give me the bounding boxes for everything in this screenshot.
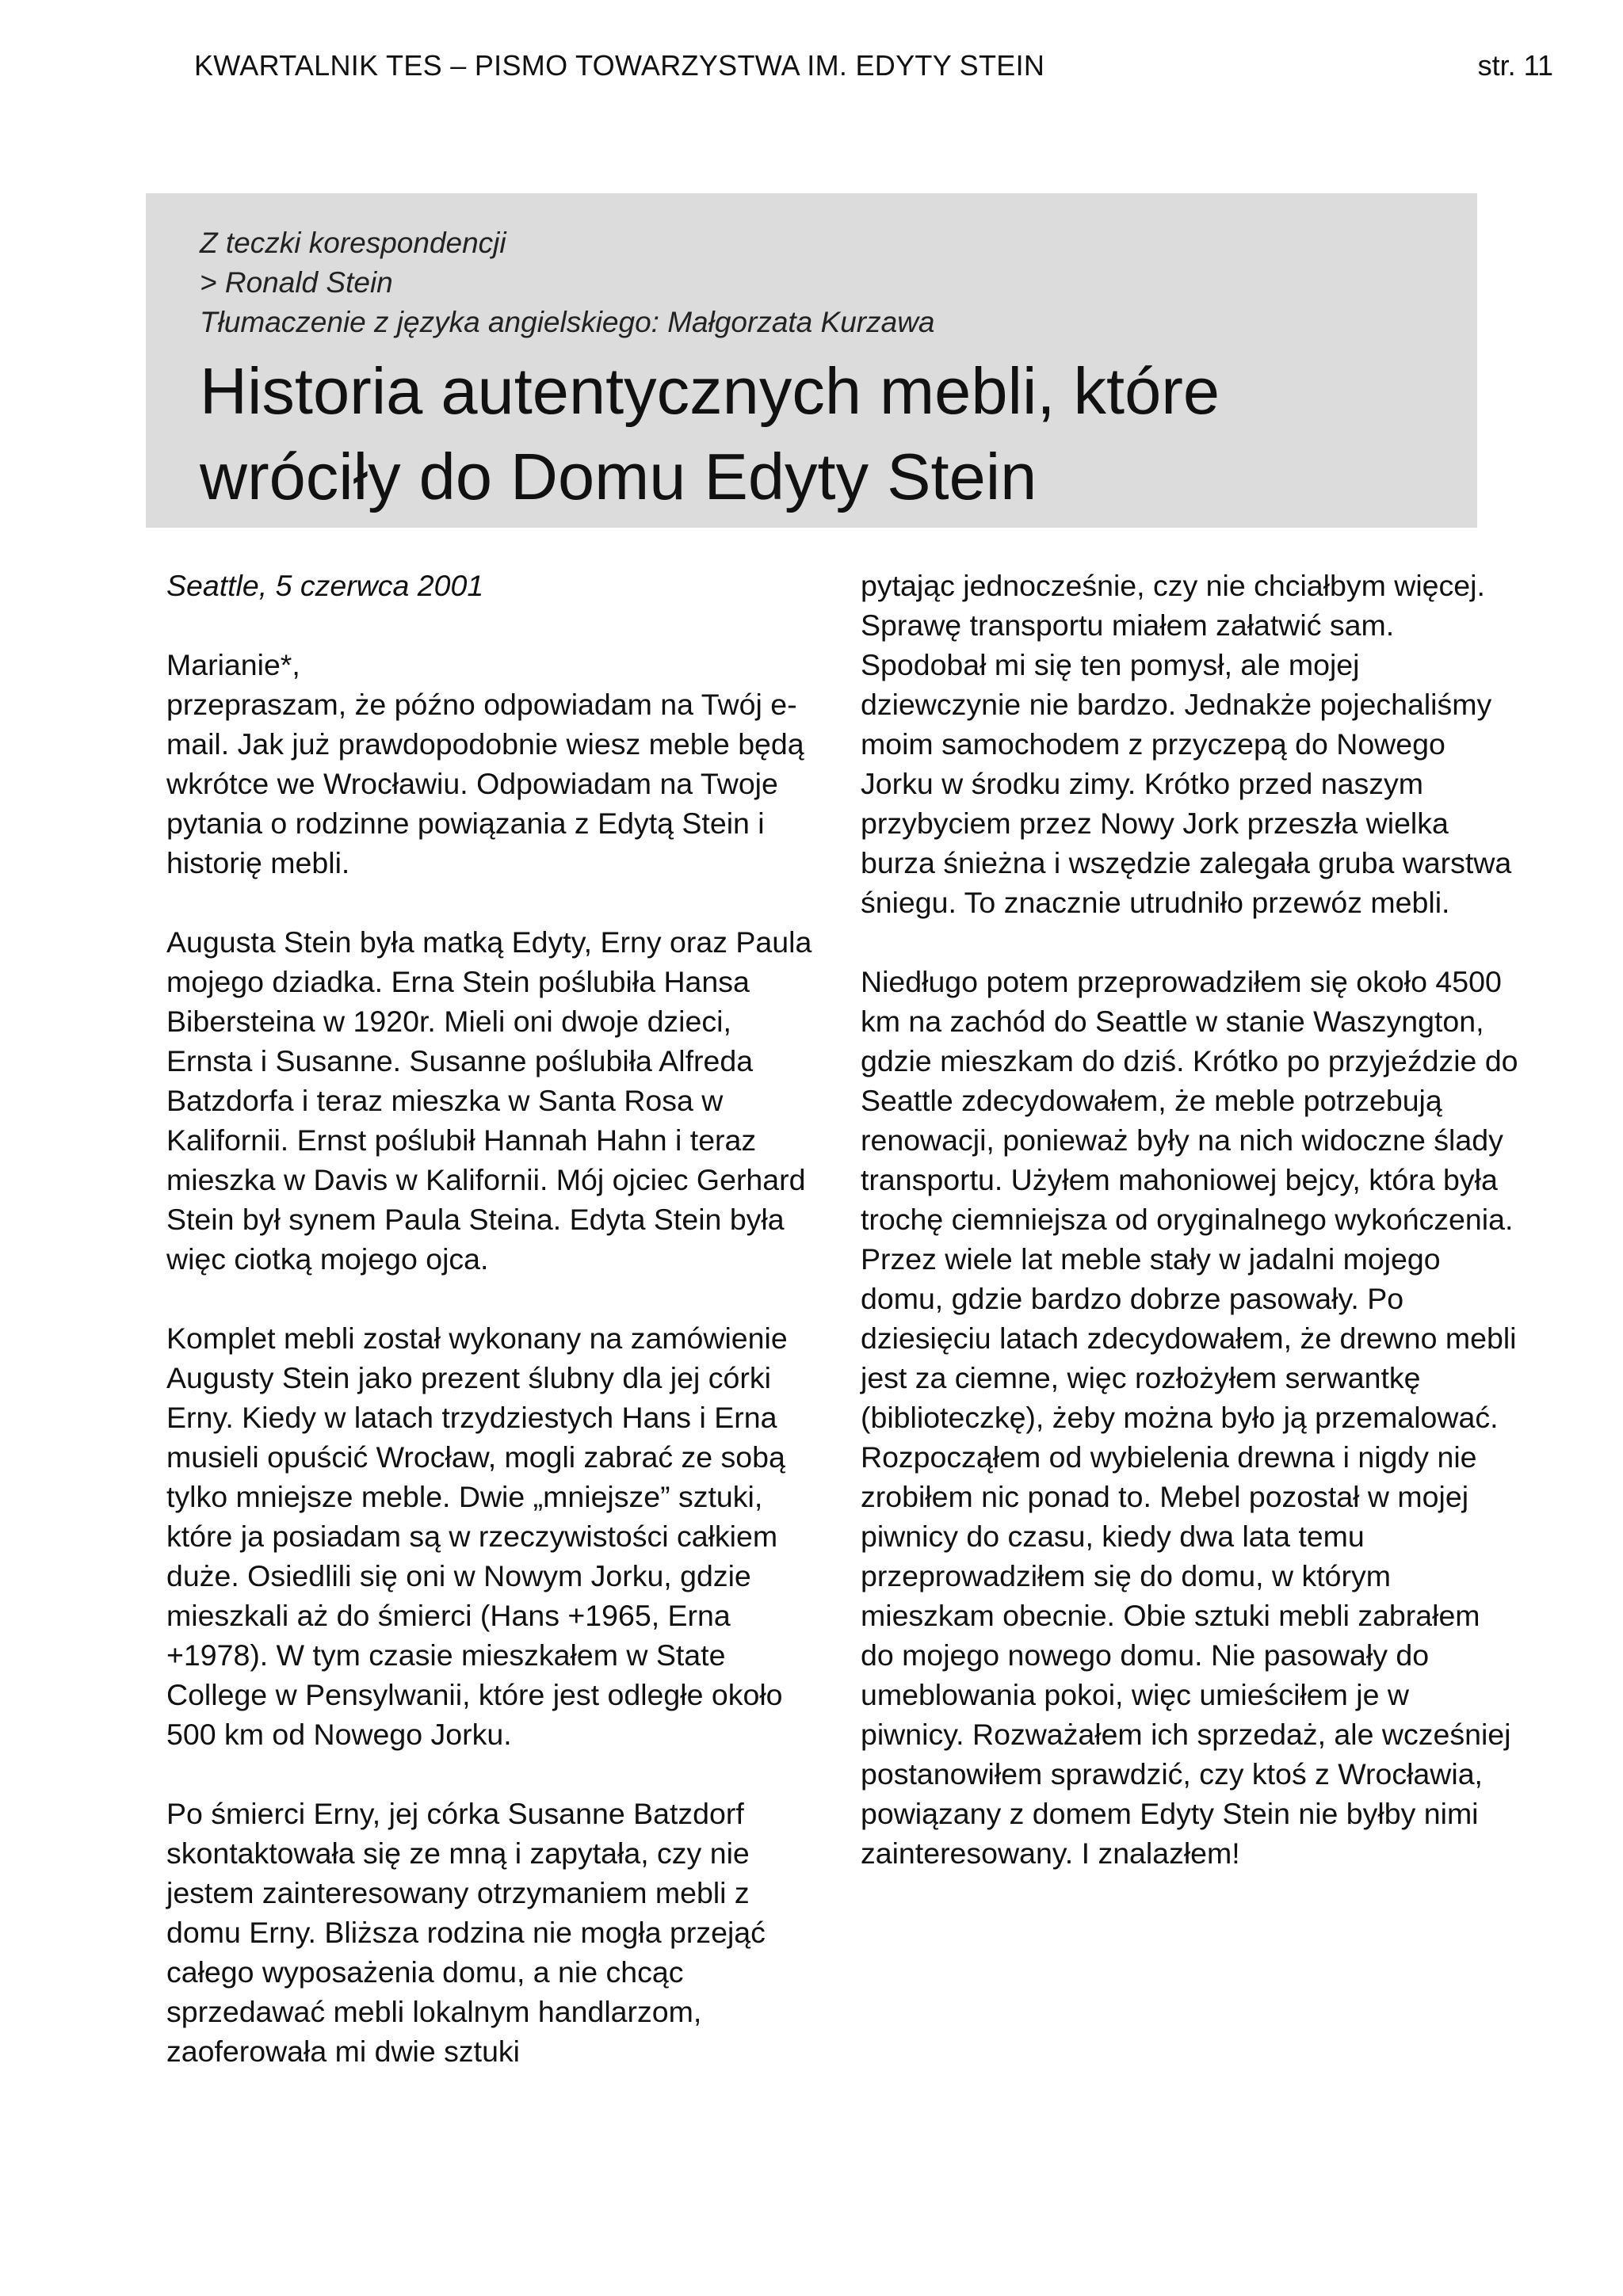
- article-title: [200, 349, 1477, 520]
- running-head-title: KWARTALNIK TES – PISMO TOWARZYSTWA IM. EDYTY STEIN: [194, 49, 1045, 82]
- letter-place-date: Seattle, 5 czerwca 2001: [166, 569, 484, 602]
- text-column-right: [861, 566, 1518, 1873]
- paragraph: Augusta Stein była matką Edyty, Erny oraz Paula mojego dziadka. Erna Stein poślubiła Hansa Bibersteina w 1920r. Mieli oni dwoje dzieci, Ernsta i Susanne. Susanne poślubiła Alfreda Batzdorfa i teraz mieszka w Santa Rosa w Kalifornii. Ernst poślubił Hannah Hahn i teraz mieszka w Davis w Kalifornii. Mój ojciec Gerhard Stein był synem Paula Steina. Edyta Stein była więc ciotką mojego ojca.: [166, 925, 812, 1276]
- translation-credit: Tłumaczenie z języka angielskiego: Małgorzata Kurzawa: [200, 306, 935, 338]
- paragraph: Po śmierci Erny, jej córka Susanne Batzdorf skontaktowała się ze mną i zapytała, czy nie jestem zainteresowany otrzymaniem mebli z domu Erny. Bliższa rodzina nie mogła przejąć całego wyposażenia domu, a nie chcąc sprzedawać mebli lokalnym handlarzom, zaoferowała mi dwie sztuki: [166, 1797, 766, 2068]
- article-title-line-2: wróciły do Domu Edyty Stein: [200, 440, 1037, 513]
- page-number: str. 11: [1477, 49, 1553, 82]
- letter-salutation: Marianie*,: [166, 648, 300, 681]
- paragraph: przepraszam, że późno odpowiadam na Twój e-mail. Jak już prawdopodobnie wiesz meble będą wkrótce we Wrocławiu. Odpowiadam na Twoje pytania o rodzinne powiązania z Edytą Stein i historię mebli.: [166, 688, 804, 879]
- paragraph: Komplet mebli został wykonany na zamówienie Augusty Stein jako prezent ślubny dla jej córki Erny. Kiedy w latach trzydziestych Hans i Erna musieli opuścić Wrocław, mogli zabrać ze sobą tylko mniejsze meble. Dwie „mniejsze” sztuki, które ja posiadam są w rzeczywistości całkiem duże. Osiedlili się oni w Nowym Jorku, gdzie mieszkali aż do śmierci (Hans +1965, Erna +1978). W tym czasie mieszkałem w State College w Pensylwanii, które jest odległe około 500 km od Nowego Jorku.: [166, 1322, 788, 1751]
- article-title-line-1: Historia autentycznych mebli, które: [200, 354, 1220, 428]
- author-line: > Ronald Stein: [200, 266, 393, 299]
- article-header-box: [146, 193, 1477, 528]
- paragraph: pytając jednocześnie, czy nie chciałbym więcej. Sprawę transportu miałem załatwić sam. Spodobał mi się ten pomysł, ale mojej dziewczynie nie bardzo. Jednakże pojechaliśmy moim samochodem z przyczepą do Nowego Jorku w środku zimy. Krótko przed naszym przybyciem przez Nowy Jork przeszła wielka burza śnieżna i wszędzie zalegała gruba warstwa śniegu. To znacznie utrudniło przewóz mebli.: [861, 569, 1512, 919]
- text-column-left: [166, 566, 824, 2071]
- section-label: Z teczki korespondencji: [200, 227, 506, 259]
- paragraph: Niedługo potem przeprowadziłem się około 4500 km na zachód do Seattle w stanie Waszyngton, gdzie mieszkam do dziś. Krótko po przyjeździe do Seattle zdecydowałem, że meble potrzebują renowacji, ponieważ były na nich widoczne ślady transportu. Użyłem mahoniowej bejcy, która była trochę ciemniejsza od oryginalnego wykończenia. Przez wiele lat meble stały w jadalni mojego domu, gdzie bardzo dobrze pasowały. Po dziesięciu latach zdecydowałem, że drewno mebli jest za ciemne, więc rozłożyłem serwantkę (biblioteczkę), żeby można było ją przemalować. Rozpocząłem od wybielenia drewna i nigdy nie zrobiłem nic ponad to. Mebel pozostał w mojej piwnicy do czasu, kiedy dwa lata temu przeprowadziłem się do domu, w którym mieszkam obecnie. Obie sztuki mebli zabrałem do mojego nowego domu. Nie pasowały do umeblowania pokoi, więc umieściłem je w piwnicy. Rozważałem ich sprzedaż, ale wcześniej postanowiłem sprawdzić, czy ktoś z Wrocławia, powiązany z domem Edyty Stein nie byłby nimi zainteresowany. I znalazłem!: [861, 965, 1518, 1870]
